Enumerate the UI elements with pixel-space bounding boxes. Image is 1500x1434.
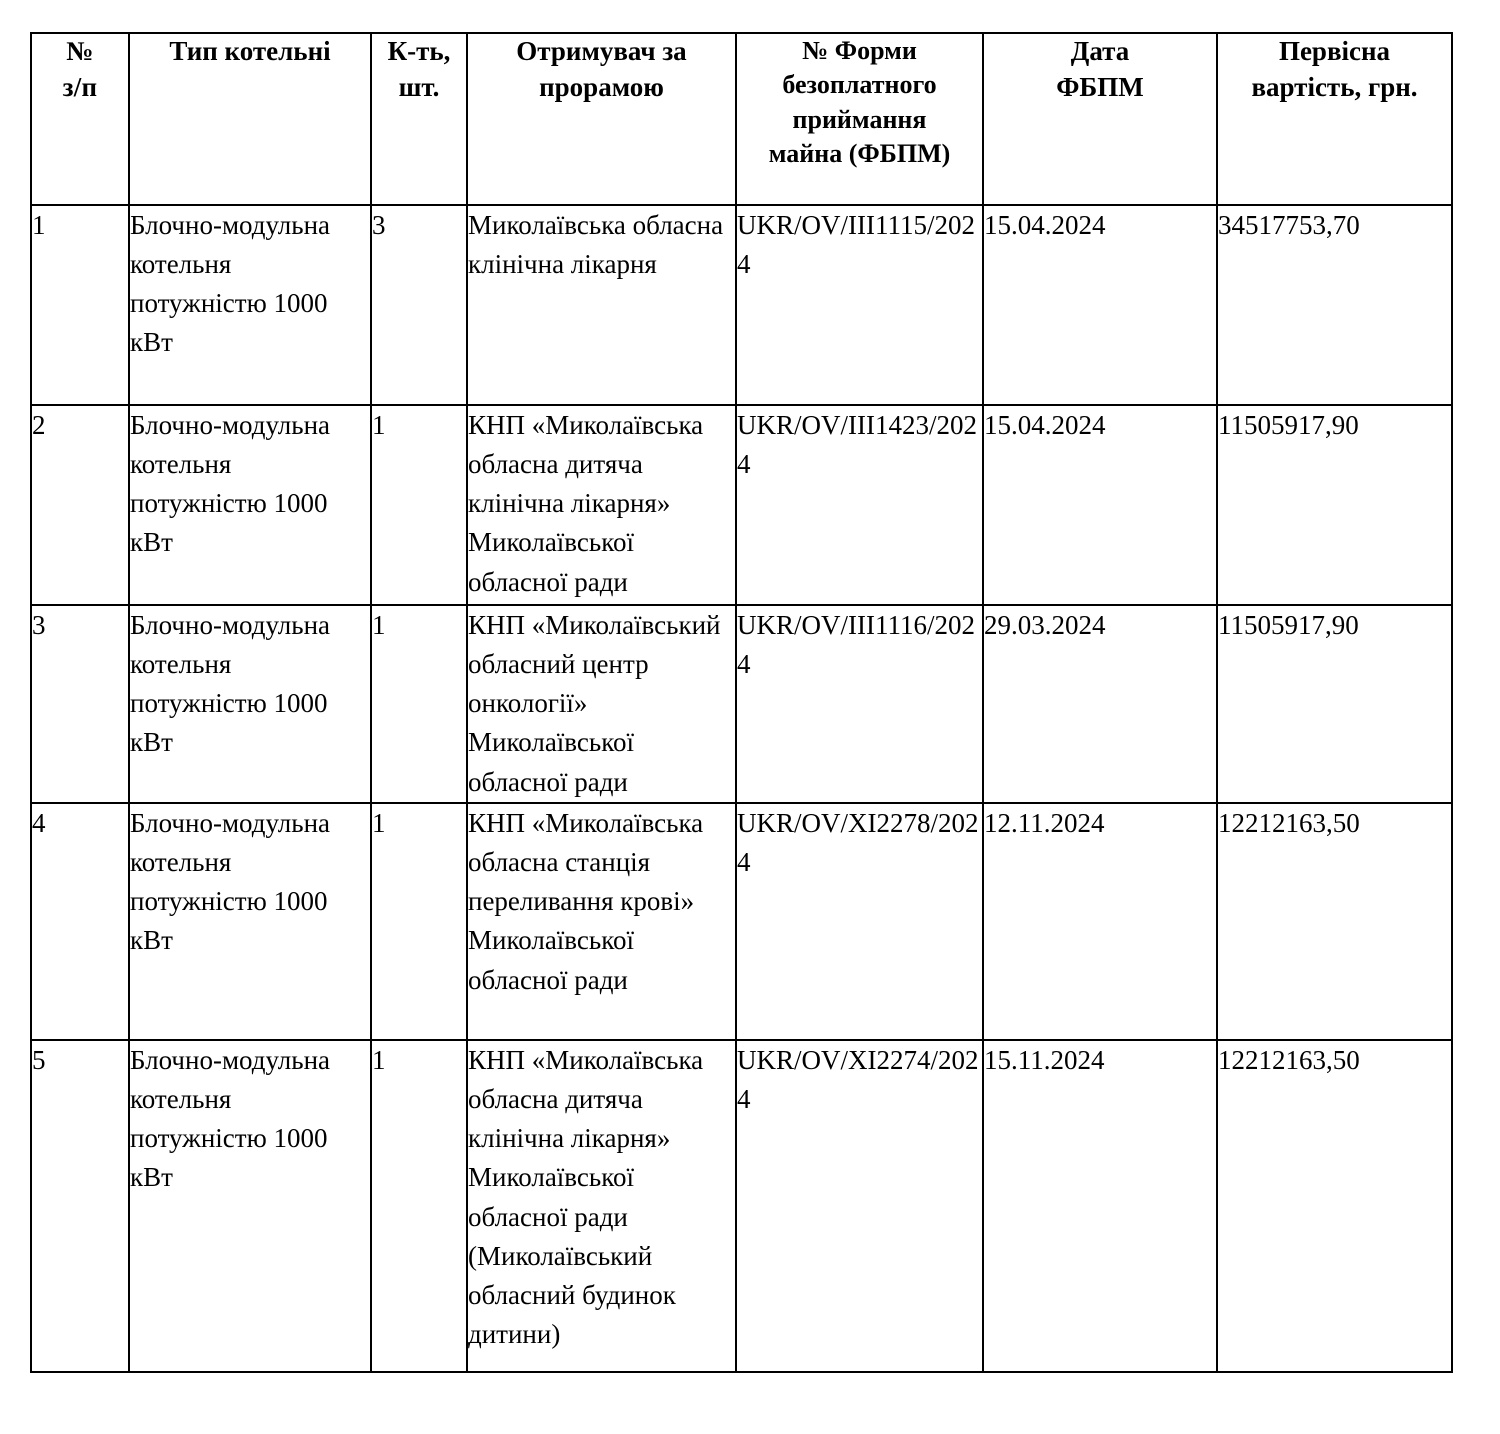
table-row: [31, 205, 1452, 405]
cell-form-date: 15.11.2024: [983, 1040, 1217, 1372]
cell-form-number: UKR/OV/XI2274/2024: [736, 1040, 983, 1372]
cell-quantity: 1: [371, 803, 467, 1040]
cell-form-date: 12.11.2024: [983, 803, 1217, 1040]
cell-quantity: 1: [371, 405, 467, 605]
cell-number: 5: [31, 1040, 129, 1372]
cell-recipient: КНП «Миколаївська обласна дитяча клінічна лікарня» Миколаївської обласної ради: [467, 405, 736, 605]
column-header-form-number-line-4: майна (ФБПМ): [768, 138, 951, 168]
cell-recipient: Миколаївська обласна клінічна лікарня: [467, 205, 736, 405]
column-header-recipient: [467, 33, 736, 205]
cell-form-date: 15.04.2024: [983, 205, 1217, 405]
cell-number: 4: [31, 803, 129, 1040]
cell-form-date: 29.03.2024: [983, 605, 1217, 803]
cell-number: 1: [31, 205, 129, 405]
cell-boiler-type: Блочно-модульна котельня потужністю 1000 кВт: [129, 205, 371, 405]
column-header-initial-cost: [1217, 33, 1452, 205]
cell-recipient: КНП «Миколаївський обласний центр онкології» Миколаївської обласної ради: [467, 605, 736, 803]
column-header-form-number-line-1: № Форми: [802, 36, 917, 65]
cell-initial-cost: 12212163,50: [1217, 1040, 1452, 1372]
column-header-number-line-2: з/п: [62, 71, 98, 102]
cell-form-number: UKR/OV/XI2278/2024: [736, 803, 983, 1040]
column-header-initial-cost-line-1: Первісна: [1278, 36, 1391, 66]
header-row: [31, 33, 1452, 205]
column-header-quantity: [371, 33, 467, 205]
cell-initial-cost: 11505917,90: [1217, 605, 1452, 803]
column-header-form-date-line-2: ФБПМ: [1056, 71, 1144, 102]
column-header-form-number: [736, 33, 983, 205]
column-header-form-number-line-3: приймання: [792, 104, 927, 134]
cell-initial-cost: 34517753,70: [1217, 205, 1452, 405]
cell-boiler-type: Блочно-модульна котельня потужністю 1000 кВт: [129, 1040, 371, 1372]
table-row: [31, 803, 1452, 1040]
table-header: [31, 33, 1452, 205]
cell-form-number: UKR/OV/III1116/2024: [736, 605, 983, 803]
column-header-number-line-1: №: [66, 36, 94, 66]
cell-recipient: КНП «Миколаївська обласна дитяча клінічна лікарня» Миколаївської обласної ради (Миколаївський обласний будинок дитини): [467, 1040, 736, 1372]
cell-boiler-type: Блочно-модульна котельня потужністю 1000 кВт: [129, 405, 371, 605]
table-row: [31, 405, 1452, 605]
column-header-recipient-line-1: Отримувач за: [516, 36, 687, 66]
cell-form-number: UKR/OV/III1115/2024: [736, 205, 983, 405]
cell-initial-cost: 11505917,90: [1217, 405, 1452, 605]
cell-boiler-type: Блочно-модульна котельня потужністю 1000 кВт: [129, 605, 371, 803]
column-header-form-number-line-2: безоплатного: [782, 70, 937, 100]
cell-number: 2: [31, 405, 129, 605]
column-header-number: [31, 33, 129, 205]
table-row: [31, 1040, 1452, 1372]
cell-quantity: 1: [371, 605, 467, 803]
column-header-form-date: [983, 33, 1217, 205]
cell-number: 3: [31, 605, 129, 803]
cell-quantity: 3: [371, 205, 467, 405]
column-header-quantity-line-1: К-ть,: [387, 36, 451, 66]
column-header-boiler-type: [129, 33, 371, 205]
column-header-boiler-type-line-1: Тип котельні: [169, 36, 331, 66]
cell-initial-cost: 12212163,50: [1217, 803, 1452, 1040]
cell-quantity: 1: [371, 1040, 467, 1372]
table-row: [31, 605, 1452, 803]
column-header-form-date-line-1: Дата: [1070, 36, 1130, 66]
cell-recipient: КНП «Миколаївська обласна станція переливання крові» Миколаївської обласної ради: [467, 803, 736, 1040]
boiler-inventory-table: [30, 32, 1453, 1373]
cell-form-date: 15.04.2024: [983, 405, 1217, 605]
column-header-initial-cost-line-2: вартість, грн.: [1251, 71, 1418, 102]
cell-form-number: UKR/OV/III1423/2024: [736, 405, 983, 605]
table-body: [31, 205, 1452, 1372]
column-header-quantity-line-2: шт.: [398, 71, 440, 102]
column-header-recipient-line-2: прорамою: [539, 71, 664, 102]
cell-boiler-type: Блочно-модульна котельня потужністю 1000 кВт: [129, 803, 371, 1040]
